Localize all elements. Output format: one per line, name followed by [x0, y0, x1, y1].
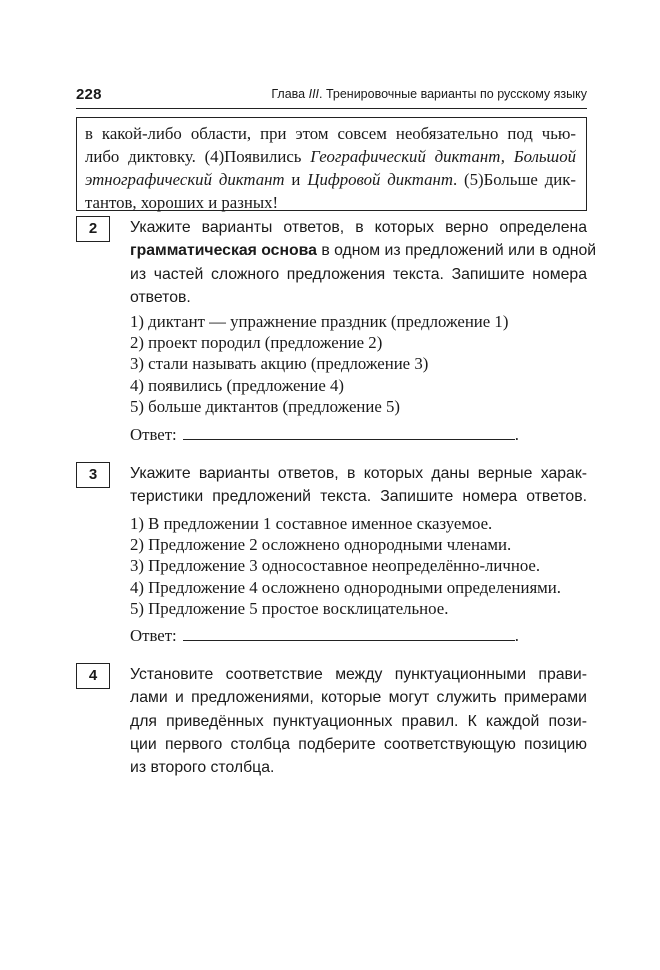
excerpt-line: этнографический диктант и Цифровой диктант. (5)Больше дик-: [85, 170, 576, 189]
text-excerpt-box: [76, 117, 587, 211]
question-line: из частей сложного предложения текста. Запишите номера: [130, 265, 587, 283]
question-number-3: 3: [76, 462, 110, 488]
page-number: 228: [76, 86, 102, 103]
option-item: 4) Предложение 4 осложнено однородными определениями.: [130, 577, 561, 597]
excerpt-line: либо диктовку. (4)Появились Географический диктант, Большой: [85, 147, 576, 166]
question-number-4: 4: [76, 663, 110, 689]
excerpt-line: в какой-либо области, при этом совсем необязательно под чью-: [85, 124, 576, 143]
question-number-2: 2: [76, 216, 110, 242]
question-3-text: [130, 462, 587, 509]
option-item: 2) проект породил (предложение 2): [130, 333, 383, 353]
question-line: Укажите варианты ответов, в которых даны верные харак-: [130, 465, 587, 482]
question-2-answer: Ответ: .: [130, 425, 519, 444]
question-2-options: [130, 311, 587, 417]
question-2-text: [130, 216, 597, 309]
option-item: 4) появились (предложение 4): [130, 375, 344, 395]
answer-field[interactable]: [183, 424, 515, 440]
question-line: из второго столбца.: [130, 759, 275, 777]
question-line: ции первого столбца подберите соответствующую позицию: [130, 735, 587, 753]
option-item: 3) стали называть акцию (предложение 3): [130, 354, 429, 374]
page-header: [76, 84, 587, 106]
chapter-title: Глава III. Тренировочные варианты по русскому языку: [271, 87, 587, 101]
option-item: 5) больше диктантов (предложение 5): [130, 396, 400, 416]
header-rule: [76, 108, 587, 109]
option-item: 5) Предложение 5 простое восклицательное.: [130, 598, 449, 618]
option-item: 2) Предложение 2 осложнено однородными членами.: [130, 535, 512, 555]
question-line: для приведённых пунктуационных правил. К каждой пози-: [130, 712, 587, 730]
answer-field[interactable]: [183, 625, 515, 641]
question-4-text: [130, 663, 587, 779]
question-line: ответов.: [130, 288, 191, 306]
option-item: 1) диктант — упражнение праздник (предложение 1): [130, 312, 509, 331]
question-line: лами и предложениями, которые могут служить примерами: [130, 689, 587, 707]
question-line: Установите соответствие между пунктуационными прави-: [130, 666, 587, 683]
question-line: грамматическая основа в одном из предложений или в одной: [130, 242, 597, 260]
question-line: теристики предложений текста. Запишите номера ответов.: [130, 488, 587, 506]
option-item: 1) В предложении 1 составное именное сказуемое.: [130, 514, 493, 533]
question-3-answer: Ответ: .: [130, 626, 519, 645]
excerpt-line: тантов, хороших и разных!: [85, 193, 279, 212]
question-line: Укажите варианты ответов, в которых верно определена: [130, 219, 587, 236]
question-3-options: [130, 513, 587, 619]
option-item: 3) Предложение 3 односоставное неопределённо-личное.: [130, 556, 541, 576]
